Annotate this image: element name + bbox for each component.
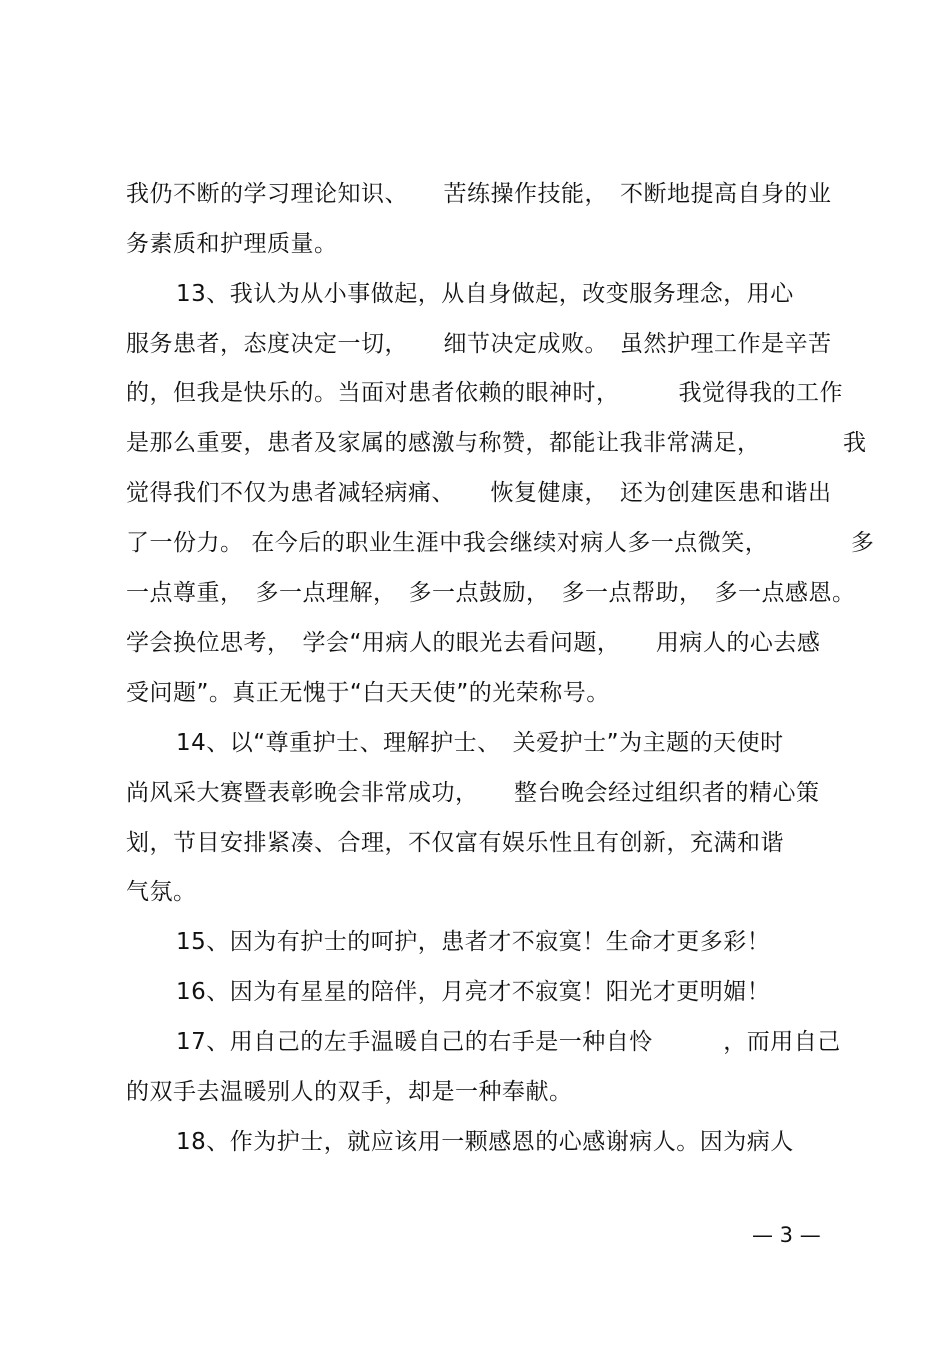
text-line-8: 了一份力。 在今后的职业生涯中我会继续对病人多一点微笑， 多 [126, 530, 875, 556]
text-line-15: 气氛。 [126, 879, 197, 905]
text-line-20: 18、作为护士，就应该用一颗感恩的心感谢病人。因为病人 [176, 1129, 794, 1155]
text-line-10: 学会换位思考， 学会“用病人的眼光去看问题， 用病人的心去感 [126, 630, 821, 656]
text-line-9: 一点尊重， 多一点理解， 多一点鼓励， 多一点帮助， 多一点感恩。 [126, 580, 856, 606]
text-line-2: 务素质和护理质量。 [126, 231, 338, 257]
text-line-12: 14、以“尊重护士、理解护士、 关爱护士”为主题的天使时 [176, 730, 784, 756]
text-line-11: 受问题”。真正无愧于“白天天使”的光荣称号。 [126, 680, 610, 706]
text-line-14: 划，节目安排紧凑、合理，不仅富有娱乐性且有创新，充满和谐 [126, 830, 784, 856]
text-line-5: 的，但我是快乐的。当面对患者依赖的眼神时， 我觉得我的工作 [126, 380, 843, 406]
text-line-13: 尚风采大赛暨表彰晚会非常成功， 整台晚会经过组织者的精心策 [126, 780, 820, 806]
page-number: — 3 — [752, 1223, 821, 1247]
text-line-18: 17、用自己的左手温暖自己的右手是一种自怜 ，而用自己 [176, 1029, 841, 1055]
text-line-4: 服务患者，态度决定一切， 细节决定成败。 虽然护理工作是辛苦 [126, 331, 832, 357]
text-line-16: 15、因为有护士的呵护，患者才不寂寞！生命才更多彩！ [176, 929, 771, 955]
text-line-1: 我仍不断的学习理论知识、 苦练操作技能， 不断地提高自身的业 [126, 181, 832, 207]
text-line-19: 的双手去温暖别人的双手，却是一种奉献。 [126, 1079, 573, 1105]
text-line-3: 13、我认为从小事做起，从自身做起，改变服务理念，用心 [176, 281, 794, 307]
text-line-7: 觉得我们不仅为患者减轻病痛、 恢复健康， 还为创建医患和谐出 [126, 480, 832, 506]
text-line-6: 是那么重要，患者及家属的感激与称赞，都能让我非常满足， 我 [126, 430, 867, 456]
text-line-17: 16、因为有星星的陪伴，月亮才不寂寞！阳光才更明媚！ [176, 979, 771, 1005]
